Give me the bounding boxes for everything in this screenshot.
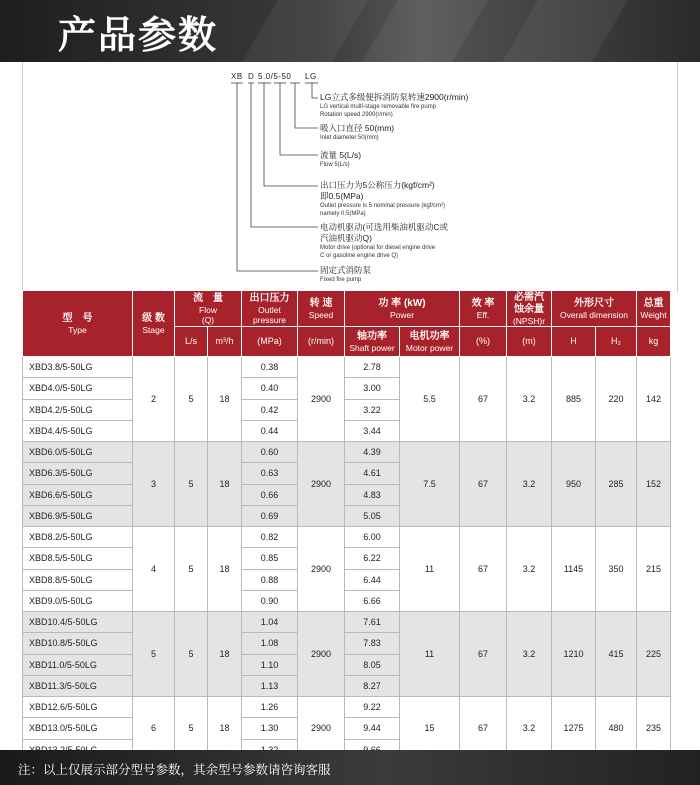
legend-item-inlet: 吸入口直径 50(mm) Inlet diameter 50(mm) [320, 123, 395, 141]
table-row [23, 357, 671, 378]
cell-type: XBD10.8/5-50LG [23, 633, 133, 654]
cell-h: 950 [552, 442, 596, 527]
cell-shaft-power: 7.61 [345, 612, 400, 633]
header-shaft-power: 轴功率 Shaft power [345, 327, 400, 357]
cell-h2: 285 [596, 442, 637, 527]
cell-motor: 15 [400, 697, 460, 761]
cell-m3h: 18 [208, 442, 242, 527]
legend-item-pressure: 出口压力为5公称压力(kgf/cm²) 即0.5(MPa) Outlet pressure is 5 nominal pressure (kgf/cm²) namely 0.5(MPa) [320, 180, 446, 217]
cell-type: XBD8.2/5-50LG [23, 527, 133, 548]
model-code-lg: LG [305, 72, 317, 81]
cell-shaft-power: 3.00 [345, 378, 400, 399]
cell-pressure: 0.42 [242, 399, 298, 420]
cell-weight: 142 [637, 357, 671, 442]
cell-type: XBD8.8/5-50LG [23, 569, 133, 590]
cell-weight: 225 [637, 612, 671, 697]
spec-table-body [23, 357, 671, 761]
cell-speed: 2900 [298, 612, 345, 697]
cell-type: XBD6.3/5-50LG [23, 463, 133, 484]
header-pressure: 出口压力 Outlet pressure [242, 291, 298, 327]
cell-pressure: 0.85 [242, 548, 298, 569]
cell-shaft-power: 3.22 [345, 399, 400, 420]
cell-ls: 5 [175, 612, 208, 697]
cell-type: XBD11.3/5-50LG [23, 675, 133, 696]
cell-ls: 5 [175, 442, 208, 527]
cell-pressure: 0.40 [242, 378, 298, 399]
cell-shaft-power: 7.83 [345, 633, 400, 654]
cell-type: XBD4.0/5-50LG [23, 378, 133, 399]
header-flow-m3h: m³/h [208, 327, 242, 357]
cell-pressure: 0.88 [242, 569, 298, 590]
cell-pressure: 1.04 [242, 612, 298, 633]
model-code-xb: XB [231, 72, 243, 81]
header-stage: 级 数 Stage [133, 291, 175, 357]
cell-motor: 7.5 [400, 442, 460, 527]
page-title: 产品参数 [58, 13, 219, 57]
cell-h: 1145 [552, 527, 596, 612]
cell-shaft-power: 6.22 [345, 548, 400, 569]
table-row [23, 527, 671, 548]
header-weight-unit: kg [637, 327, 671, 357]
cell-type: XBD3.8/5-50LG [23, 357, 133, 378]
cell-stage: 4 [133, 527, 175, 612]
cell-pressure: 0.38 [242, 357, 298, 378]
cell-type: XBD8.5/5-50LG [23, 548, 133, 569]
cell-speed: 2900 [298, 527, 345, 612]
legend-item-series: LG立式多级便拆消防泵转速2900(r/min) LG vertical multi-stage removable fire pump Rotation speed 2900(r/min) [320, 92, 469, 118]
cell-h2: 415 [596, 612, 637, 697]
cell-type: XBD11.0/5-50LG [23, 654, 133, 675]
cell-shaft-power: 9.22 [345, 697, 400, 718]
cell-npsh: 3.2 [507, 612, 552, 697]
cell-shaft-power: 8.05 [345, 654, 400, 675]
cell-h: 1275 [552, 697, 596, 761]
cell-pressure: 0.60 [242, 442, 298, 463]
header-npsh-unit: (m) [507, 327, 552, 357]
header-motor-power: 电机功率 Motor power [400, 327, 460, 357]
header-speed-unit: (r/min) [298, 327, 345, 357]
cell-npsh: 3.2 [507, 697, 552, 761]
header-dimension: 外形尺寸 Overall dimension [552, 291, 637, 327]
model-code-diagram [0, 62, 700, 292]
header-dim-h: H [552, 327, 596, 357]
cell-eff: 67 [460, 612, 507, 697]
cell-h2: 350 [596, 527, 637, 612]
cell-type: XBD13.0/5-50LG [23, 718, 133, 739]
table-row [23, 442, 671, 463]
cell-eff: 67 [460, 527, 507, 612]
cell-pressure: 1.13 [242, 675, 298, 696]
cell-eff: 67 [460, 697, 507, 761]
cell-stage: 2 [133, 357, 175, 442]
model-code-d: D [248, 72, 255, 81]
cell-shaft-power: 4.61 [345, 463, 400, 484]
cell-ls: 5 [175, 697, 208, 761]
cell-h2: 480 [596, 697, 637, 761]
cell-speed: 2900 [298, 357, 345, 442]
cell-h: 1210 [552, 612, 596, 697]
spec-table [22, 290, 671, 761]
footer-note-bar [0, 750, 700, 785]
cell-pressure: 1.08 [242, 633, 298, 654]
cell-pressure: 1.30 [242, 718, 298, 739]
cell-m3h: 18 [208, 357, 242, 442]
cell-pressure: 1.10 [242, 654, 298, 675]
cell-pressure: 0.63 [242, 463, 298, 484]
cell-stage: 3 [133, 442, 175, 527]
cell-h2: 220 [596, 357, 637, 442]
legend-item-drive: 电动机驱动(可选用柴油机驱动C或 汽油机驱动Q) Motor drive (optional for diesel engine drive C or gasoline engine drive Q) [320, 222, 448, 259]
cell-shaft-power: 5.05 [345, 505, 400, 526]
header-dim-h2: H₂ [596, 327, 637, 357]
cell-shaft-power: 6.66 [345, 590, 400, 611]
header-type: 型 号 Type [23, 291, 133, 357]
cell-pressure: 0.82 [242, 527, 298, 548]
cell-type: XBD10.4/5-50LG [23, 612, 133, 633]
cell-weight: 152 [637, 442, 671, 527]
cell-motor: 5.5 [400, 357, 460, 442]
header-speed: 转 速 Speed [298, 291, 345, 327]
cell-pressure: 0.90 [242, 590, 298, 611]
cell-shaft-power: 6.44 [345, 569, 400, 590]
cell-shaft-power: 6.00 [345, 527, 400, 548]
cell-shaft-power: 3.44 [345, 420, 400, 441]
cell-npsh: 3.2 [507, 527, 552, 612]
cell-ls: 5 [175, 527, 208, 612]
cell-eff: 67 [460, 442, 507, 527]
table-row [23, 697, 671, 718]
cell-shaft-power: 8.27 [345, 675, 400, 696]
cell-pressure: 1.26 [242, 697, 298, 718]
cell-motor: 11 [400, 612, 460, 697]
cell-npsh: 3.2 [507, 357, 552, 442]
cell-type: XBD9.0/5-50LG [23, 590, 133, 611]
header-weight: 总重 Weight [637, 291, 671, 327]
cell-shaft-power: 4.39 [345, 442, 400, 463]
cell-weight: 215 [637, 527, 671, 612]
header-flow-ls: L/s [175, 327, 208, 357]
cell-shaft-power: 9.44 [345, 718, 400, 739]
cell-motor: 11 [400, 527, 460, 612]
cell-type: XBD4.4/5-50LG [23, 420, 133, 441]
cell-type: XBD12.6/5-50LG [23, 697, 133, 718]
cell-stage: 6 [133, 697, 175, 761]
header-npsh: 必需汽 蚀余量 (NPSH)r [507, 291, 552, 327]
cell-type: XBD6.9/5-50LG [23, 505, 133, 526]
cell-m3h: 18 [208, 527, 242, 612]
cell-speed: 2900 [298, 697, 345, 761]
header-power: 功 率 (kW) Power [345, 291, 460, 327]
cell-speed: 2900 [298, 442, 345, 527]
cell-ls: 5 [175, 357, 208, 442]
header-eff: 效 率 Eff. [460, 291, 507, 327]
cell-pressure: 0.69 [242, 505, 298, 526]
header-flow: 流 量 Flow (Q) [175, 291, 242, 327]
cell-h: 885 [552, 357, 596, 442]
cell-type: XBD6.6/5-50LG [23, 484, 133, 505]
legend-item-flow: 流量 5(L/s) Flow 5(L/s) [320, 150, 362, 168]
header-pressure-unit: (MPa) [242, 327, 298, 357]
cell-eff: 67 [460, 357, 507, 442]
cell-npsh: 3.2 [507, 442, 552, 527]
cell-type: XBD6.0/5-50LG [23, 442, 133, 463]
header-eff-unit: (%) [460, 327, 507, 357]
cell-pressure: 0.44 [242, 420, 298, 441]
cell-weight: 235 [637, 697, 671, 761]
cell-m3h: 18 [208, 612, 242, 697]
cell-pressure: 0.66 [242, 484, 298, 505]
cell-shaft-power: 2.78 [345, 357, 400, 378]
model-code-pressure-flow: 5.0/5-50 [258, 72, 292, 81]
cell-stage: 5 [133, 612, 175, 697]
table-row [23, 612, 671, 633]
footer-note: 注：以上仅展示部分型号参数，其余型号参数请咨询客服 [18, 762, 331, 777]
cell-type: XBD4.2/5-50LG [23, 399, 133, 420]
cell-shaft-power: 4.83 [345, 484, 400, 505]
cell-m3h: 18 [208, 697, 242, 761]
header-banner [0, 0, 700, 62]
legend-item-fixed-pump: 固定式消防泵 Fixed fire pump [320, 265, 372, 283]
